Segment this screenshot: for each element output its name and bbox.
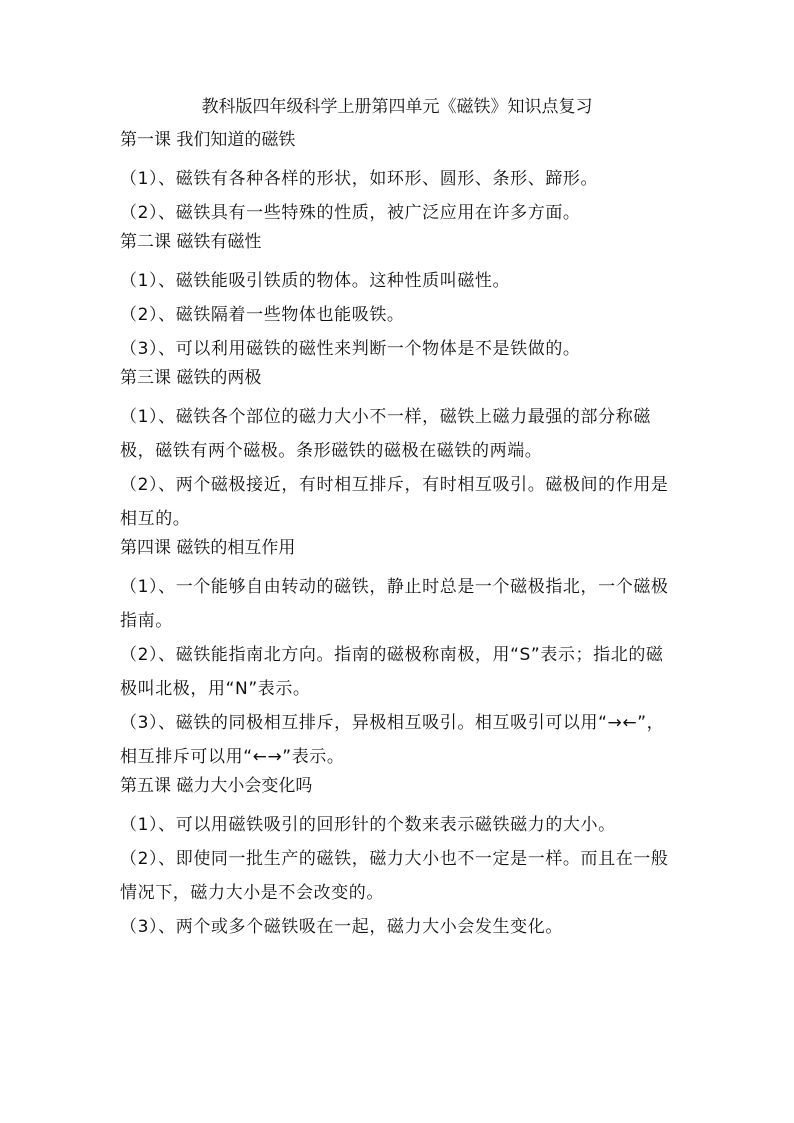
lesson-heading: 第五课 磁力大小会变化吗 (120, 776, 313, 796)
lesson-5 (120, 774, 676, 944)
lesson-item: （1）、磁铁各个部位的磁力大小不一样，磁铁上磁力最强的部分称磁极，磁铁有两个磁极。条形磁铁的磁极在磁铁的两端。 (120, 407, 651, 461)
lesson-item: （2）、磁铁具有一些特殊的性质，被广泛应用在许多方面。 (120, 203, 581, 223)
lesson-3 (120, 366, 676, 536)
lesson-heading: 第二课 磁铁有磁性 (120, 232, 262, 252)
lesson-item: （1）、可以用磁铁吸引的回形针的个数来表示磁铁磁力的大小。 (120, 815, 616, 835)
lesson-2 (120, 230, 676, 366)
lesson-1 (120, 128, 676, 230)
lesson-item: （3）、两个或多个磁铁吸在一起，磁力大小会发生变化。 (120, 917, 563, 937)
lesson-item: （2）、磁铁隔着一些物体也能吸铁。 (120, 305, 405, 325)
document-body (120, 128, 676, 944)
lesson-item: （2）、即使同一批生产的磁铁，磁力大小也不一定是一样。而且在一般情况下，磁力大小是不会改变的。 (120, 849, 669, 903)
lesson-item: （1）、磁铁能吸引铁质的物体。这种性质叫磁性。 (120, 271, 511, 291)
lesson-4 (120, 536, 676, 774)
lesson-heading: 第三课 磁铁的两极 (120, 368, 262, 388)
lesson-item: （2）、两个磁极接近，有时相互排斥，有时相互吸引。磁极间的作用是相互的。 (120, 475, 669, 529)
lesson-item: （1）、一个能够自由转动的磁铁，静止时总是一个磁极指北，一个磁极指南。 (120, 577, 669, 631)
lesson-item: （3）、磁铁的同极相互排斥，异极相互吸引。相互吸引可以用“→←”，相互排斥可以用“←→”表示。 (120, 713, 665, 767)
document-title: 教科版四年级科学上册第四单元《磁铁》知识点复习 (201, 97, 593, 117)
lesson-heading: 第一课 我们知道的磁铁 (120, 130, 296, 150)
lesson-item: （2）、磁铁能指南北方向。指南的磁极称南极，用“S”表示；指北的磁极叫北极，用“N”表示。 (120, 645, 664, 699)
lesson-item: （1）、磁铁有各种各样的形状，如环形、圆形、条形、蹄形。 (120, 169, 599, 189)
lesson-heading: 第四课 磁铁的相互作用 (120, 538, 296, 558)
lesson-item: （3）、可以利用磁铁的磁性来判断一个物体是不是铁做的。 (120, 339, 581, 359)
